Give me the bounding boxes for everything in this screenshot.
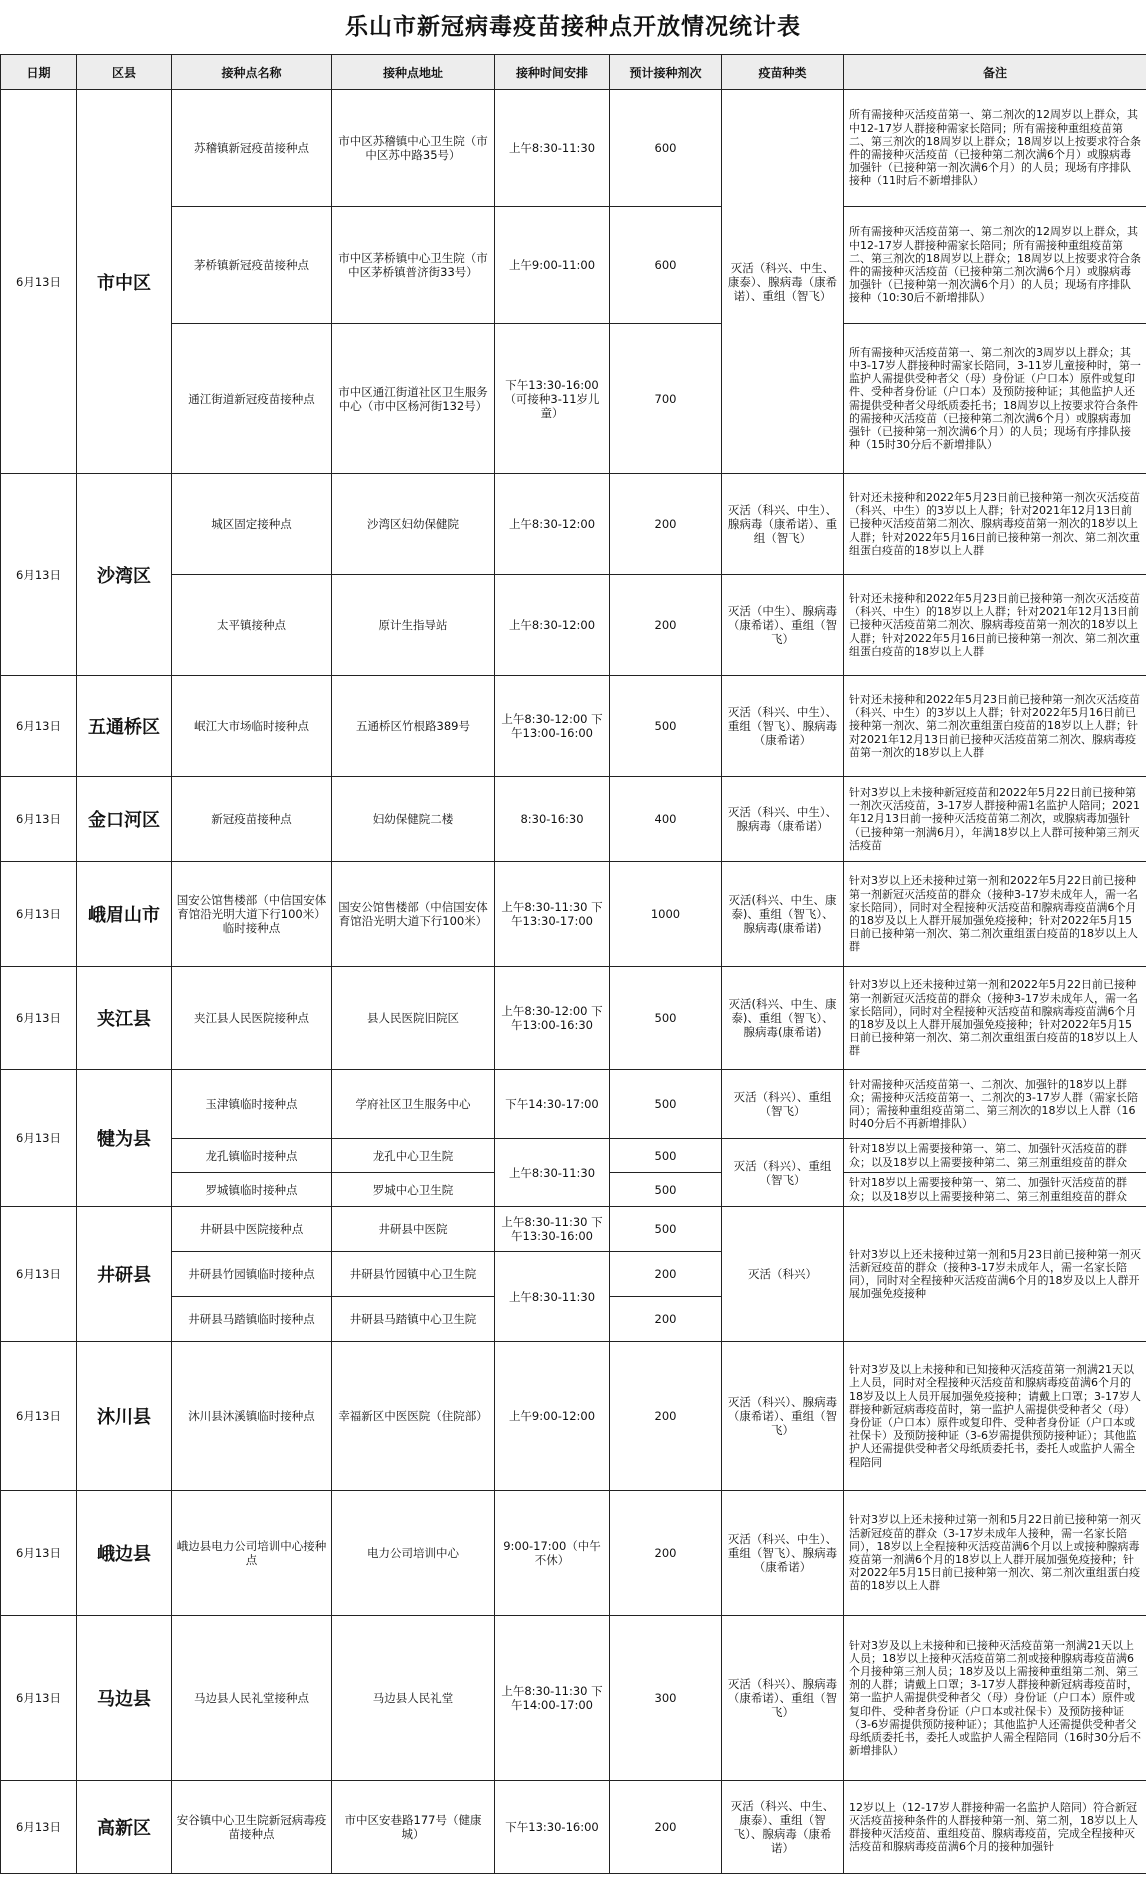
date-cell: 6月13日 [1,862,77,967]
county-cell: 峨眉山市 [77,862,172,967]
time-cell: 上午8:30-12:00 下午13:00-16:30 [495,967,610,1070]
vaccine-type-cell: 灭活（科兴、中生）、重组（智飞）、腺病毒（康希诺） [722,1491,844,1616]
time-cell: 上午8:30-11:30 下午13:30-16:00 [495,1207,610,1252]
time-cell: 下午14:30-17:00 [495,1070,610,1139]
date-cell: 6月13日 [1,1342,77,1491]
table-row [1,1781,1146,1874]
site-address-cell: 国安公馆售楼部（中信国安体育馆沿光明大道下行100米） [332,862,495,967]
site-name-cell: 龙孔镇临时接种点 [172,1139,332,1173]
vaccine-type-cell: 灭活(科兴、中生、康泰)、重组（智飞）、腺病毒(康希诺) [722,862,844,967]
site-name-cell: 城区固定接种点 [172,474,332,575]
doses-cell: 200 [610,474,722,575]
time-cell: 上午8:30-12:00 [495,474,610,575]
site-address-cell: 妇幼保健院二楼 [332,777,495,862]
header-county: 区县 [77,55,172,90]
table-header-row [1,55,1146,90]
doses-cell: 600 [610,90,722,207]
notes-cell: 针对3岁以上还未接种过第一剂和2022年5月22日前已接种第一剂新冠灭活疫苗的群众（接种3-17岁未成年人，需一名家长陪同），同时对全程接种灭活疫苗和腺病毒疫苗满6个月的18岁及以上人群开展加强免疫接种；针对2022年5月15日前已接种第一剂次、第二剂次重组蛋白疫苗的18岁以上人群 [844,967,1146,1070]
site-name-cell: 马边县人民礼堂接种点 [172,1616,332,1781]
doses-cell: 600 [610,207,722,324]
vaccine-type-cell: 灭活（科兴、中生）、腺病毒（康希诺）、重组（智飞） [722,474,844,575]
site-address-cell: 幸福新区中医医院（住院部） [332,1342,495,1491]
site-name-cell: 国安公馆售楼部（中信国安体育馆沿光明大道下行100米）临时接种点 [172,862,332,967]
site-address-cell: 井研县竹园镇中心卫生院 [332,1252,495,1297]
time-cell: 上午8:30-11:30 [495,90,610,207]
county-cell: 高新区 [77,1781,172,1874]
site-name-cell: 井研县马踏镇临时接种点 [172,1297,332,1342]
doses-cell: 200 [610,1297,722,1342]
doses-cell: 200 [610,1491,722,1616]
date-cell: 6月13日 [1,777,77,862]
doses-cell: 200 [610,575,722,676]
table-row [1,676,1146,777]
date-cell: 6月13日 [1,1781,77,1874]
site-address-cell: 马边县人民礼堂 [332,1616,495,1781]
notes-cell: 针对3岁及以上未接种和已知接种灭活疫苗第一剂满21天以上人员，同时对全程接种灭活疫苗和腺病毒疫苗满6个月的18岁及以上人员开展加强免疫接种；请戴上口罩；3-17岁人群接种新冠病毒疫苗时，第一监护人需提供受种者父（母）身份证（户口本）原件或复印件、受种者身份证（户口本或社保卡）及预防接种证（3-6岁需提供预防接种证）；其他监护人还需提供受种者父母纸质委托书，委托人或监护人需全程陪同 [844,1342,1146,1491]
site-name-cell: 罗城镇临时接种点 [172,1173,332,1207]
notes-cell: 针对还未接种和2022年5月23日前已接种第一剂次灭活疫苗（科兴、中生）的18岁以上人群；针对2021年12月13日前已接种灭活疫苗第二剂次、腺病毒疫苗第一剂次的18岁以上人群；针对2022年5月16日前已接种第一剂次、第二剂次重组蛋白疫苗的18岁以上人群 [844,575,1146,676]
header-vaccine-type: 疫苗种类 [722,55,844,90]
table-row [1,862,1146,967]
doses-cell: 700 [610,324,722,474]
site-address-cell: 电力公司培训中心 [332,1491,495,1616]
vaccination-sites-table [0,54,1146,1874]
site-name-cell: 茅桥镇新冠疫苗接种点 [172,207,332,324]
site-name-cell: 玉津镇临时接种点 [172,1070,332,1139]
site-name-cell: 安谷镇中心卫生院新冠病毒疫苗接种点 [172,1781,332,1874]
site-address-cell: 五通桥区竹根路389号 [332,676,495,777]
vaccine-type-cell: 灭活（科兴）、重组（智飞） [722,1070,844,1139]
site-name-cell: 井研县竹园镇临时接种点 [172,1252,332,1297]
site-name-cell: 通江街道新冠疫苗接种点 [172,324,332,474]
vaccine-type-cell: 灭活（科兴、中生）、重组（智飞）、腺病毒（康希诺） [722,676,844,777]
site-name-cell: 岷江大市场临时接种点 [172,676,332,777]
site-name-cell: 新冠疫苗接种点 [172,777,332,862]
table-row [1,1139,1146,1173]
doses-cell: 300 [610,1616,722,1781]
site-address-cell: 学府社区卫生服务中心 [332,1070,495,1139]
county-cell: 犍为县 [77,1070,172,1207]
site-address-cell: 龙孔中心卫生院 [332,1139,495,1173]
table-body [1,90,1146,1874]
doses-cell: 200 [610,1252,722,1297]
notes-cell: 针对18岁以上需要接种第一、第二、加强针灭活疫苗的群众；以及18岁以上需要接种第二、第三剂重组疫苗的群众 [844,1173,1146,1207]
site-address-cell: 县人民医院旧院区 [332,967,495,1070]
time-cell: 上午8:30-11:30 [495,1252,610,1342]
table-row [1,1616,1146,1781]
county-cell: 马边县 [77,1616,172,1781]
vaccine-type-cell: 灭活（科兴）、腺病毒（康希诺）、重组（智飞） [722,1342,844,1491]
date-cell: 6月13日 [1,1070,77,1207]
notes-cell: 针对3岁以上未接种新冠疫苗和2022年5月22日前已接种第一剂次灭活疫苗，3-17岁人群接种需1名监护人陪同；2021年12月13日前一接种灭活疫苗第二剂次，或腺病毒加强针（已接种第一剂满6月），年满18岁以上人群可接种第三剂灭活疫苗 [844,777,1146,862]
site-name-cell: 峨边县电力公司培训中心接种点 [172,1491,332,1616]
vaccine-type-cell: 灭活（科兴） [722,1207,844,1342]
table-row [1,1342,1146,1491]
site-address-cell: 原计生指导站 [332,575,495,676]
notes-cell: 12岁以上（12-17岁人群接种需一名监护人陪同）符合新冠灭活疫苗接种条件的人群接种第一剂、第二剂，18岁以上人群接种灭活疫苗、重组疫苗、腺病毒疫苗，完成全程接种灭活疫苗和腺病毒疫苗满6个月的接种加强针 [844,1781,1146,1874]
doses-cell: 200 [610,1342,722,1491]
vaccine-type-cell: 灭活（科兴、中生、康泰）、腺病毒（康希诺）、重组（智飞） [722,90,844,474]
vaccine-type-cell: 灭活（科兴、中生）、腺病毒（康希诺） [722,777,844,862]
site-address-cell: 市中区苏稽镇中心卫生院（市中区苏中路35号） [332,90,495,207]
site-address-cell: 井研县中医院 [332,1207,495,1252]
doses-cell: 1000 [610,862,722,967]
time-cell: 8:30-16:30 [495,777,610,862]
county-cell: 金口河区 [77,777,172,862]
table-row [1,1070,1146,1139]
time-cell: 下午13:30-16:00 [495,1781,610,1874]
notes-cell: 针对3岁以上还未接种过第一剂和5月22日前已接种第一剂灭活新冠疫苗的群众（3-17岁未成年人接种，需一名家长陪同），18岁以上全程接种灭活疫苗满6个月以上或接种腺病毒疫苗第一剂满6个月的18岁以上人群开展加强免疫接种；针对2022年5月15日前已接种第一剂次、第二剂次重组蛋白疫苗的18岁以上人群 [844,1491,1146,1616]
header-site-name: 接种点名称 [172,55,332,90]
site-address-cell: 市中区茅桥镇中心卫生院（市中区茅桥镇普济街33号） [332,207,495,324]
doses-cell: 500 [610,1207,722,1252]
time-cell: 上午9:00-11:00 [495,207,610,324]
table-row [1,575,1146,676]
county-cell: 沙湾区 [77,474,172,676]
time-cell: 9:00-17:00（中午不休） [495,1491,610,1616]
notes-cell: 针对3岁以上还未接种过第一剂和2022年5月22日前已接种第一剂新冠灭活疫苗的群众（接种3-17岁未成年人，需一名家长陪同），同时对全程接种灭活疫苗和腺病毒疫苗满6个月的18岁及以上人群开展加强免疫接种；针对2022年5月15日前已接种第一剂次、第二剂次重组蛋白疫苗的18岁以上人群 [844,862,1146,967]
header-site-address: 接种点地址 [332,55,495,90]
doses-cell: 200 [610,1781,722,1874]
time-cell: 上午8:30-12:00 下午13:00-16:00 [495,676,610,777]
date-cell: 6月13日 [1,1616,77,1781]
header-notes: 备注 [844,55,1146,90]
doses-cell: 500 [610,1139,722,1173]
header-doses: 预计接种剂次 [610,55,722,90]
notes-cell: 所有需接种灭活疫苗第一、第二剂次的3周岁以上群众；其中3-17岁人群接种时需家长陪同，3-11岁儿童接种时，第一监护人需提供受种者父（母）身份证（户口本）原件或复印件、受种者身份证（户口本）及预防接种证；其他监护人还需提供受种者父母纸质委托书；18周岁以上按要求符合条件的需接种灭活疫苗（已接种第二剂次满6个月）或腺病毒加强针（已接种第一剂次满6个月）的人员；现场有序排队接种（15时30分后不新增排队） [844,324,1146,474]
site-address-cell: 沙湾区妇幼保健院 [332,474,495,575]
time-cell: 上午8:30-11:30 [495,1139,610,1207]
doses-cell: 400 [610,777,722,862]
notes-cell: 所有需接种灭活疫苗第一、第二剂次的12周岁以上群众，其中12-17岁人群接种需家长陪同；所有需接种重组疫苗第二、第三剂次的18周岁以上群众；18周岁以上按要求符合条件的需接种灭活疫苗（已接种第二剂次满6个月）或腺病毒加强针（已接种第一剂次满6个月）的人员；现场有序排队接种（10:30后不新增排队） [844,207,1146,324]
doses-cell: 500 [610,967,722,1070]
site-name-cell: 夹江县人民医院接种点 [172,967,332,1070]
time-cell: 上午8:30-11:30 下午14:00-17:00 [495,1616,610,1781]
doses-cell: 500 [610,676,722,777]
notes-cell: 针对3岁及以上未接种和已接种灭活疫苗第一剂满21天以上人员；18岁以上接种灭活疫苗第二剂或接种腺病毒疫苗满6个月接种第三剂人员；18岁及以上需接种重组第二剂、第三剂的人群；请戴上口罩；3-17岁人群接种新冠病毒疫苗时，第一监护人需提供受种者父（母）身份证（户口本）原件或复印件、受种者身份证（户口本或社保卡）及预防接种证（3-6岁需提供预防接种证）；其他监护人还需提供受种者父母纸质委托书，委托人或监护人需全程陪同（16时30分后不新增排队） [844,1616,1146,1781]
time-cell: 上午9:00-12:00 [495,1342,610,1491]
notes-cell: 针对3岁以上还未接种过第一剂和5月23日前已接种第一剂灭活新冠疫苗的群众（接种3-17岁未成年人，需一名家长陪同），同时对全程接种灭活疫苗满6个月的18岁及以上人群开展加强免疫接种 [844,1207,1146,1342]
date-cell: 6月13日 [1,1491,77,1616]
vaccine-type-cell: 灭活（科兴）、重组（智飞） [722,1139,844,1207]
vaccine-type-cell: 灭活（科兴、中生、康泰）、重组（智飞）、腺病毒（康希诺） [722,1781,844,1874]
site-name-cell: 苏稽镇新冠疫苗接种点 [172,90,332,207]
site-name-cell: 沐川县沐溪镇临时接种点 [172,1342,332,1491]
notes-cell: 针对18岁以上需要接种第一、第二、加强针灭活疫苗的群众；以及18岁以上需要接种第二、第三剂重组疫苗的群众 [844,1139,1146,1173]
table-row [1,474,1146,575]
site-name-cell: 井研县中医院接种点 [172,1207,332,1252]
table-row [1,967,1146,1070]
doses-cell: 500 [610,1070,722,1139]
table-row [1,1207,1146,1252]
date-cell: 6月13日 [1,474,77,676]
notes-cell: 针对还未接种和2022年5月23日前已接种第一剂次灭活疫苗（科兴、中生）的3岁以上人群；针对2022年5月16日前已接种第一剂次、第二剂次重组蛋白疫苗的18岁以上人群；针对2021年12月13日前已接种灭活疫苗第二剂次、腺病毒疫苗第一剂次的18岁以上人群 [844,676,1146,777]
county-cell: 市中区 [77,90,172,474]
site-address-cell: 市中区通江街道社区卫生服务中心（市中区杨河街132号） [332,324,495,474]
county-cell: 峨边县 [77,1491,172,1616]
header-time: 接种时间安排 [495,55,610,90]
time-cell: 上午8:30-11:30 下午13:30-17:00 [495,862,610,967]
notes-cell: 针对需接种灭活疫苗第一、二剂次、加强针的18岁以上群众；需接种灭活疫苗第一、二剂次的3-17岁人群（需家长陪同）；需接种重组疫苗第二、第三剂次的18岁以上人群（16时40分后不再新增排队） [844,1070,1146,1139]
table-row [1,1491,1146,1616]
doses-cell: 500 [610,1173,722,1207]
date-cell: 6月13日 [1,676,77,777]
site-name-cell: 太平镇接种点 [172,575,332,676]
county-cell: 五通桥区 [77,676,172,777]
vaccine-type-cell: 灭活(科兴、中生、康泰)、重组（智飞）、腺病毒(康希诺) [722,967,844,1070]
county-cell: 沐川县 [77,1342,172,1491]
notes-cell: 针对还未接种和2022年5月23日前已接种第一剂次灭活疫苗（科兴、中生）的3岁以上人群；针对2021年12月13日前已接种灭活疫苗第二剂次、腺病毒疫苗第一剂次的18岁以上人群；针对2022年5月16日前已接种第一剂次、第二剂次重组蛋白疫苗的18岁以上人群 [844,474,1146,575]
county-cell: 夹江县 [77,967,172,1070]
time-cell: 下午13:30-16:00（可接种3-11岁儿童） [495,324,610,474]
table-row [1,777,1146,862]
site-address-cell: 市中区安巷路177号（健康城） [332,1781,495,1874]
date-cell: 6月13日 [1,1207,77,1342]
page-title: 乐山市新冠病毒疫苗接种点开放情况统计表 [345,13,801,40]
site-address-cell: 罗城中心卫生院 [332,1173,495,1207]
header-date: 日期 [1,55,77,90]
table-row [1,324,1146,474]
date-cell: 6月13日 [1,90,77,474]
site-address-cell: 井研县马踏镇中心卫生院 [332,1297,495,1342]
date-cell: 6月13日 [1,967,77,1070]
time-cell: 上午8:30-12:00 [495,575,610,676]
vaccine-type-cell: 灭活（科兴）、腺病毒（康希诺）、重组（智飞） [722,1616,844,1781]
table-row [1,90,1146,207]
county-cell: 井研县 [77,1207,172,1342]
notes-cell: 所有需接种灭活疫苗第一、第二剂次的12周岁以上群众，其中12-17岁人群接种需家长陪同；所有需接种重组疫苗第二、第三剂次的18周岁以上群众；18周岁以上按要求符合条件的需接种灭活疫苗（已接种第二剂次满6个月）或腺病毒加强针（已接种第一剂次满6个月）的人员；现场有序排队接种（11时后不新增排队） [844,90,1146,207]
table-row [1,207,1146,324]
vaccine-type-cell: 灭活（中生）、腺病毒（康希诺）、重组（智飞） [722,575,844,676]
